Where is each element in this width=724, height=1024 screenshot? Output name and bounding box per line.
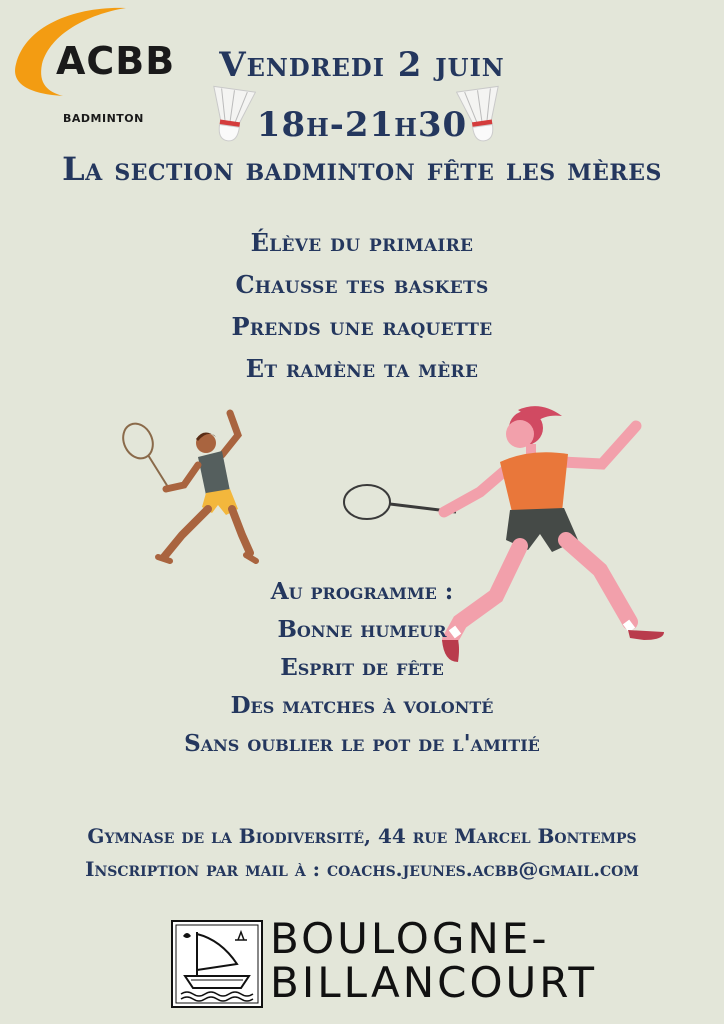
invitation-line: Chausse tes baskets xyxy=(235,270,489,299)
town-name-line2: BILLANCOURT xyxy=(270,958,598,1007)
event-date: Vendredi 2 juin xyxy=(219,45,505,85)
child-player-illustration xyxy=(118,405,268,570)
program-heading: Au programme : xyxy=(270,578,454,605)
invitation-line: Élève du primaire xyxy=(250,228,474,257)
boulogne-coat-of-arms-icon xyxy=(171,920,263,1008)
program-item: Sans oublier le pot de l'amitié xyxy=(184,730,540,757)
logo-subtitle: BADMINTON xyxy=(63,112,144,125)
town-name xyxy=(270,914,598,1007)
logo-acbb-text: ACBB xyxy=(56,39,176,83)
program-item: Esprit de fête xyxy=(280,654,444,681)
program-item: Des matches à volonté xyxy=(230,692,494,719)
program-item: Bonne humeur xyxy=(277,616,447,643)
event-headline: La section badminton fête les mères xyxy=(62,150,662,188)
signup-email[interactable]: Inscription par mail à : coachs.jeunes.acbb@gmail.com xyxy=(85,857,639,881)
town-name-line1: BOULOGNE- xyxy=(270,914,550,963)
invitation-line: Prends une raquette xyxy=(231,312,493,341)
invitation-line: Et ramène ta mère xyxy=(245,354,479,383)
event-time: 18h-21h30 xyxy=(256,105,468,145)
venue-address: Gymnase de la Biodiversité, 44 rue Marcel Bontemps xyxy=(87,824,637,848)
